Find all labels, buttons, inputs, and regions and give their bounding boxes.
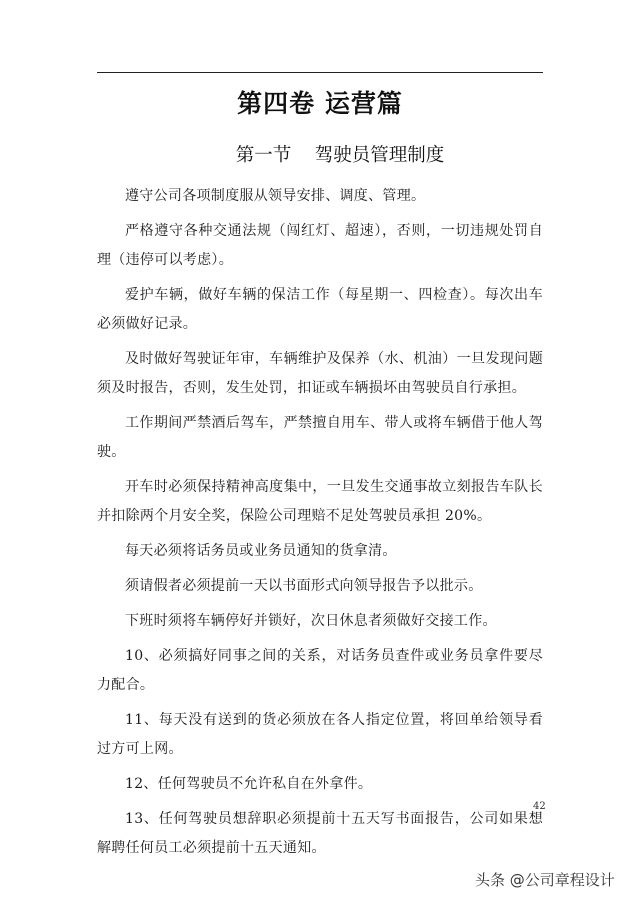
- paragraph-5: 工作期间严禁酒后驾车，严禁擅自用车、带人或将车辆借于他人驾驶。: [97, 415, 543, 460]
- page-number: 42: [533, 801, 546, 812]
- paragraph-7: 每天必须将话务员或业务员通知的货拿清。: [125, 543, 397, 559]
- paragraph-10: 10、必须搞好同事之间的关系，对话务员查件或业务员拿件要尽力配合。: [97, 648, 543, 693]
- paragraph-12: 12、任何驾驶员不允许私自在外拿件。: [125, 776, 373, 792]
- section-title: 第一节 驾驶员管理制度: [235, 145, 445, 166]
- paragraph-9: 下班时须将车辆停好并锁好，次日休息者须做好交接工作。: [125, 613, 497, 629]
- paragraph-1: 遵守公司各项制度服从领导安排、调度、管理。: [125, 188, 426, 204]
- paragraph-6: 开车时必须保持精神高度集中，一旦发生交通事故立刻报告车队长并扣除两个月安全奖，保险公司理赔不足处驾驶员承担 20%。: [97, 479, 543, 524]
- header-rule: [97, 72, 543, 73]
- paragraph-3: 爱护车辆，做好车辆的保洁工作（每星期一、四检查）。每次出车必须做好记录。: [97, 287, 543, 332]
- paragraph-8: 须请假者必须提前一天以书面形式向领导报告予以批示。: [125, 578, 483, 594]
- volume-title: 第四卷 运营篇: [237, 89, 403, 118]
- paragraph-4: 及时做好驾驶证年审，车辆维护及保养（水、机油）一旦发现问题须及时报告，否则，发生处罚，扣证或车辆损坏由驾驶员自行承担。: [97, 351, 543, 396]
- paragraph-13: 13、任何驾驶员想辞职必须提前十五天写书面报告，公司如果想解聘任何员工必须提前十五天通知。: [97, 811, 543, 856]
- document-body: [97, 182, 543, 869]
- paragraph-11: 11、每天没有送到的货必须放在各人指定位置，将回单给领导看过方可上网。: [97, 712, 543, 757]
- watermark: 头条 @公司章程设计: [475, 871, 615, 889]
- paragraph-2: 严格遵守各种交通法规（闯红灯、超速），否则，一切违规处罚自理（违停可以考虑）。: [97, 223, 543, 268]
